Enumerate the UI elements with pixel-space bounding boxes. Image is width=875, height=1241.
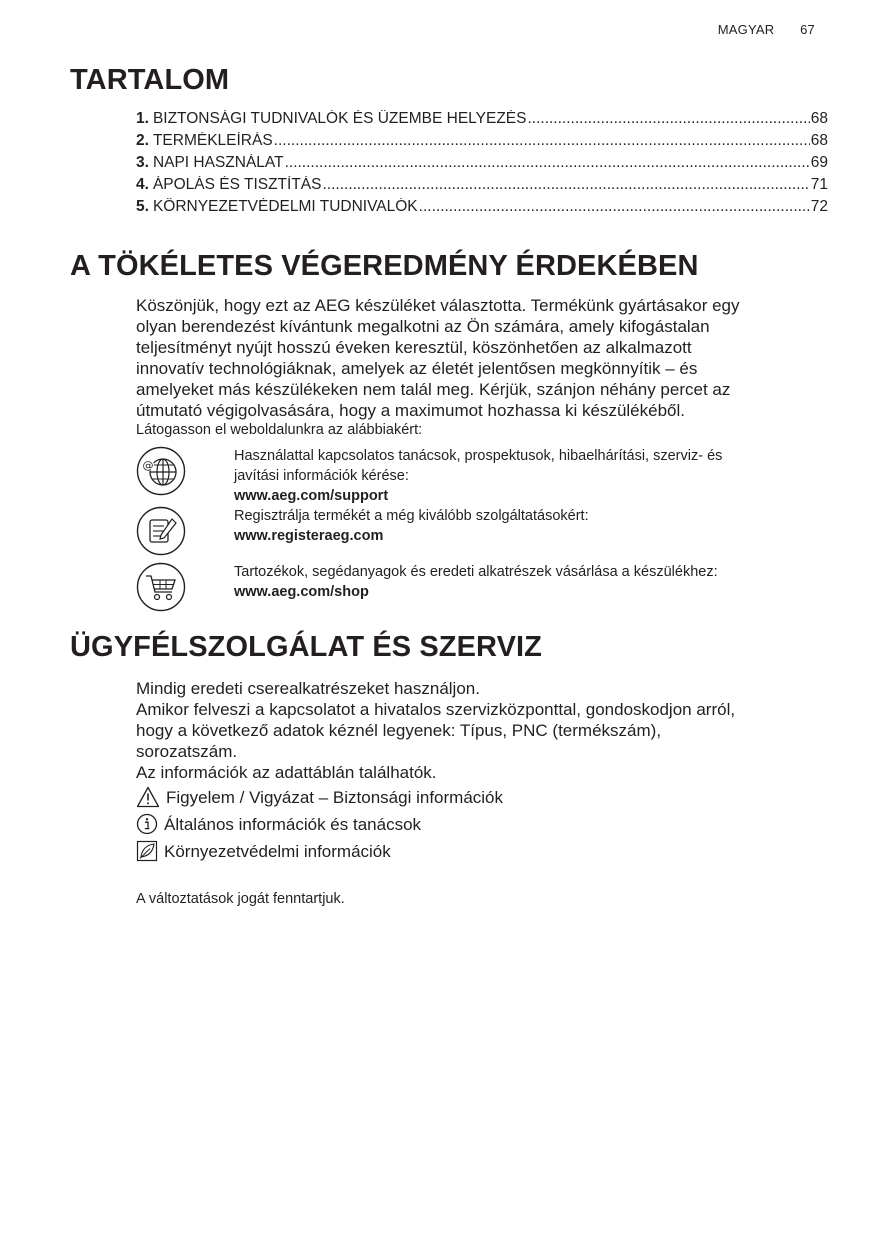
visit-text: Látogasson el weboldalunkra az alábbiakért: bbox=[136, 422, 423, 438]
legend-environment-text: Környezetvédelmi információk bbox=[164, 841, 391, 861]
toc-item-number: 5. bbox=[136, 198, 149, 215]
toc-title: TARTALOM bbox=[70, 64, 230, 96]
service-line: sorozatszám. bbox=[136, 742, 238, 761]
support-desc-line: Használattal kapcsolatos tanácsok, prospektusok, hibaelhárítási, szerviz- és bbox=[234, 448, 723, 464]
page-number: 67 bbox=[800, 22, 815, 37]
toc-item-label: KÖRNYEZETVÉDELMI TUDNIVALÓK bbox=[152, 198, 418, 215]
toc-item-number: 4. bbox=[136, 176, 149, 193]
toc-item-page: 72 bbox=[810, 198, 828, 215]
toc-item-label: ÁPOLÁS ÉS TISZTÍTÁS bbox=[152, 176, 322, 193]
shopping-cart-icon bbox=[136, 562, 186, 612]
toc-item-number: 1. bbox=[136, 110, 149, 127]
toc-item-page: 68 bbox=[810, 110, 828, 127]
warning-triangle-icon bbox=[136, 786, 160, 808]
legend-warning-text: Figyelem / Vigyázat – Biztonsági információk bbox=[166, 787, 504, 807]
register-document-icon bbox=[136, 506, 186, 556]
register-url-link[interactable]: www.registeraeg.com bbox=[234, 528, 384, 544]
toc-item-page: 68 bbox=[810, 132, 828, 149]
section-title-perfect: A TÖKÉLETES VÉGEREDMÉNY ÉRDEKÉBEN bbox=[70, 250, 699, 282]
service-paragraph bbox=[136, 678, 826, 783]
toc-item[interactable] bbox=[136, 110, 828, 132]
intro-line: amelyeket más készülékeken nem talál meg. Kérjük, szánjon néhány percet az bbox=[136, 380, 731, 399]
toc-item-number: 3. bbox=[136, 154, 149, 171]
intro-line: teljesítményt nyújt hosszú éveken keresztül, köszönhetően az alkalmazott bbox=[136, 338, 692, 357]
toc-item-label: BIZTONSÁGI TUDNIVALÓK ÉS ÜZEMBE HELYEZÉS bbox=[152, 110, 527, 127]
toc-item-page: 69 bbox=[810, 154, 828, 171]
intro-line: olyan berendezést kívántunk megalkotni az Ön számára, amely kifogástalan bbox=[136, 317, 710, 336]
service-line: Mindig eredeti cserealkatrészeket használjon. bbox=[136, 679, 480, 698]
service-line: hogy a következő adatok kéznél legyenek: Típus, PNC (termékszám), bbox=[136, 721, 662, 740]
support-desc-line: javítási információk kérése: bbox=[234, 468, 409, 484]
shop-url-link[interactable]: www.aeg.com/shop bbox=[234, 584, 369, 600]
language-label: MAGYAR bbox=[717, 22, 775, 37]
toc-leader-dots bbox=[322, 176, 809, 194]
toc-leader-dots bbox=[274, 132, 810, 150]
web-globe-icon bbox=[136, 446, 186, 496]
support-link-text bbox=[234, 446, 824, 506]
toc-item[interactable] bbox=[136, 132, 828, 154]
disclaimer-text: A változtatások jogát fenntartjuk. bbox=[136, 891, 345, 907]
register-desc-line: Regisztrálja termékét a még kiválóbb szolgáltatásokért: bbox=[234, 508, 589, 524]
toc-item-label: NAPI HASZNÁLAT bbox=[152, 154, 284, 171]
service-line: Az információk az adattáblán találhatók. bbox=[136, 763, 437, 782]
info-icon bbox=[136, 813, 158, 835]
legend-warning bbox=[136, 786, 503, 808]
intro-paragraph bbox=[136, 295, 826, 421]
support-url-link[interactable]: www.aeg.com/support bbox=[234, 488, 389, 504]
toc-leader-dots bbox=[285, 154, 810, 172]
service-line: Amikor felveszi a kapcsolatot a hivatalos szervizközponttal, gondoskodjon arról, bbox=[136, 700, 736, 719]
legend-info-text: Általános információk és tanácsok bbox=[164, 814, 422, 834]
toc-item-label: TERMÉKLEÍRÁS bbox=[152, 132, 273, 149]
toc-item-number: 2. bbox=[136, 132, 149, 149]
section-title-service: ÜGYFÉLSZOLGÁLAT ÉS SZERVIZ bbox=[70, 631, 542, 663]
leaf-icon bbox=[136, 840, 158, 862]
intro-line: innovatív technológiáknak, amelyek az életét jelentősen megkönnyítik – és bbox=[136, 359, 698, 378]
svg-text:@: @ bbox=[142, 459, 154, 472]
toc-item[interactable] bbox=[136, 198, 828, 220]
intro-line: útmutató végigolvasására, hogy a maximumot hozhassa ki készülékéből. bbox=[136, 401, 686, 420]
toc-leader-dots bbox=[527, 110, 809, 128]
shop-desc-line: Tartozékok, segédanyagok és eredeti alkatrészek vásárlása a készülékhez: bbox=[234, 564, 718, 580]
toc-item[interactable] bbox=[136, 154, 828, 176]
legend-environment bbox=[136, 840, 391, 862]
intro-line: Köszönjük, hogy ezt az AEG készüléket választotta. Termékünk gyártásakor egy bbox=[136, 296, 740, 315]
toc-item-page: 71 bbox=[810, 176, 828, 193]
toc-item[interactable] bbox=[136, 176, 828, 198]
toc-leader-dots bbox=[419, 198, 810, 216]
shop-link-text bbox=[234, 562, 824, 602]
legend-info bbox=[136, 813, 421, 835]
page-header bbox=[718, 22, 815, 37]
table-of-contents bbox=[136, 110, 828, 220]
register-link-text bbox=[234, 506, 824, 546]
